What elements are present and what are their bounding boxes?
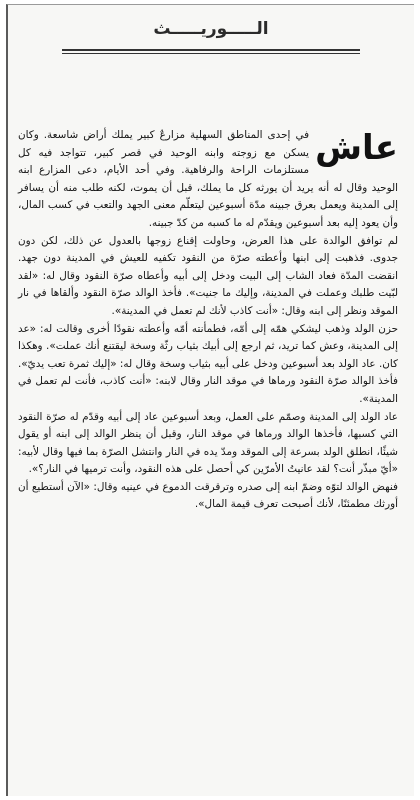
title-rule [62, 49, 360, 51]
article-body [18, 127, 398, 514]
paragraph-1-text: في إحدى المناطق السهلية مزارعٌ كبير يملك أراض شاسعة. وكان يسكن مع زوجته وابنه الوحيد في قصر كبير، تتواجد فيه كل مستلزمات الراحة والرفاهية. وفي أحد الأيام، دعى المزارع ابنه الوحيد وقال له أنه يريد أن يورثه كل ما يملك، قبل أن يموت، لكنه طلب منه أن يسافر إلى المدينة ويعمل بعرق جبينه مدّة أسبوعين ليتعلّم معنى الجهد والتعب في كسب المال، وأن يعود إليه بعد أسبوعين ويقدّم له ما كسبه من كدّ جبينه. [18, 129, 398, 229]
paragraph-3: حزن الولد وذهب ليشكي همّه إلى أمّه، فطمأنته أمّه وأعطته نقودًا أخرى وقالت له: «عد إلى المدينة، وعش كما تريد، ثم ارجع إلى أبيك بثياب رثّة وسخة ليقتنع أنك عملت». وهكذا كان. عاد الولد بعد أسبوعين ودخل على أبيه بثياب وسخة وقال له: «إليك ثمرة تعب يديّ». فأخذ الوالد صرّة النقود ورماها في موقد النار وقال لابنه: «أنت كاذب، فأنت لم تعمل في المدينة». [18, 322, 398, 405]
article-title: الـــــوريـــــث [153, 19, 269, 39]
paragraph-1 [18, 127, 398, 233]
title-rule-thin [62, 53, 360, 54]
article-page [6, 4, 414, 796]
drop-cap: عاش [315, 128, 398, 168]
paragraph-4: عاد الولد إلى المدينة وصمّم على العمل، وبعد أسبوعين عاد إلى أبيه وقدّم له صرّة النقود التي كسبها، فأخذها الوالد ورماها في موقد النار، وقبل أن ينظر الوالد إلى ابنه أو يقول شيئًا، انطلق الولد بسرعة إلى الموقد ومدّ يده في النار وانتشل الصرّة بما فيها وقال لأبيه: «أيّ مبذّر أنت؟ لقد عانيتُ الأمرّين كي أحصل على هذه النقود، وأنت ترميها في النار؟». [18, 410, 398, 476]
paragraph-2: لم توافق الوالدة على هذا العرض، وحاولت إقناع زوجها بالعدول عن ذلك، لكن دون جدوى. فذهبت إلى ابنها وأعطته صرّة من النقود تكفيه للعيش في المدينة دون جهد. انقضت المدّة فعاد الشاب إلى البيت ودخل إلى أبيه وأعطاه صرّة النقود وقال له: «لقد لبّيت طلبك وعملت في المدينة، وإليك ما جنيت». فأخذ الوالد صرّة النقود وألقاها في نار الموقد ونظر إلى ابنه وقال: «أنت كاذب لأنك لم تعمل في المدينة». [18, 234, 398, 317]
paragraph-5: فنهض الوالد لتوّه وضمّ ابنه إلى صدره وترقرقت الدموع في عينيه وقال: «الآن أستطيع أن أورثك مطمئنًا، لأنك أصبحت تعرف قيمة المال». [18, 480, 398, 511]
